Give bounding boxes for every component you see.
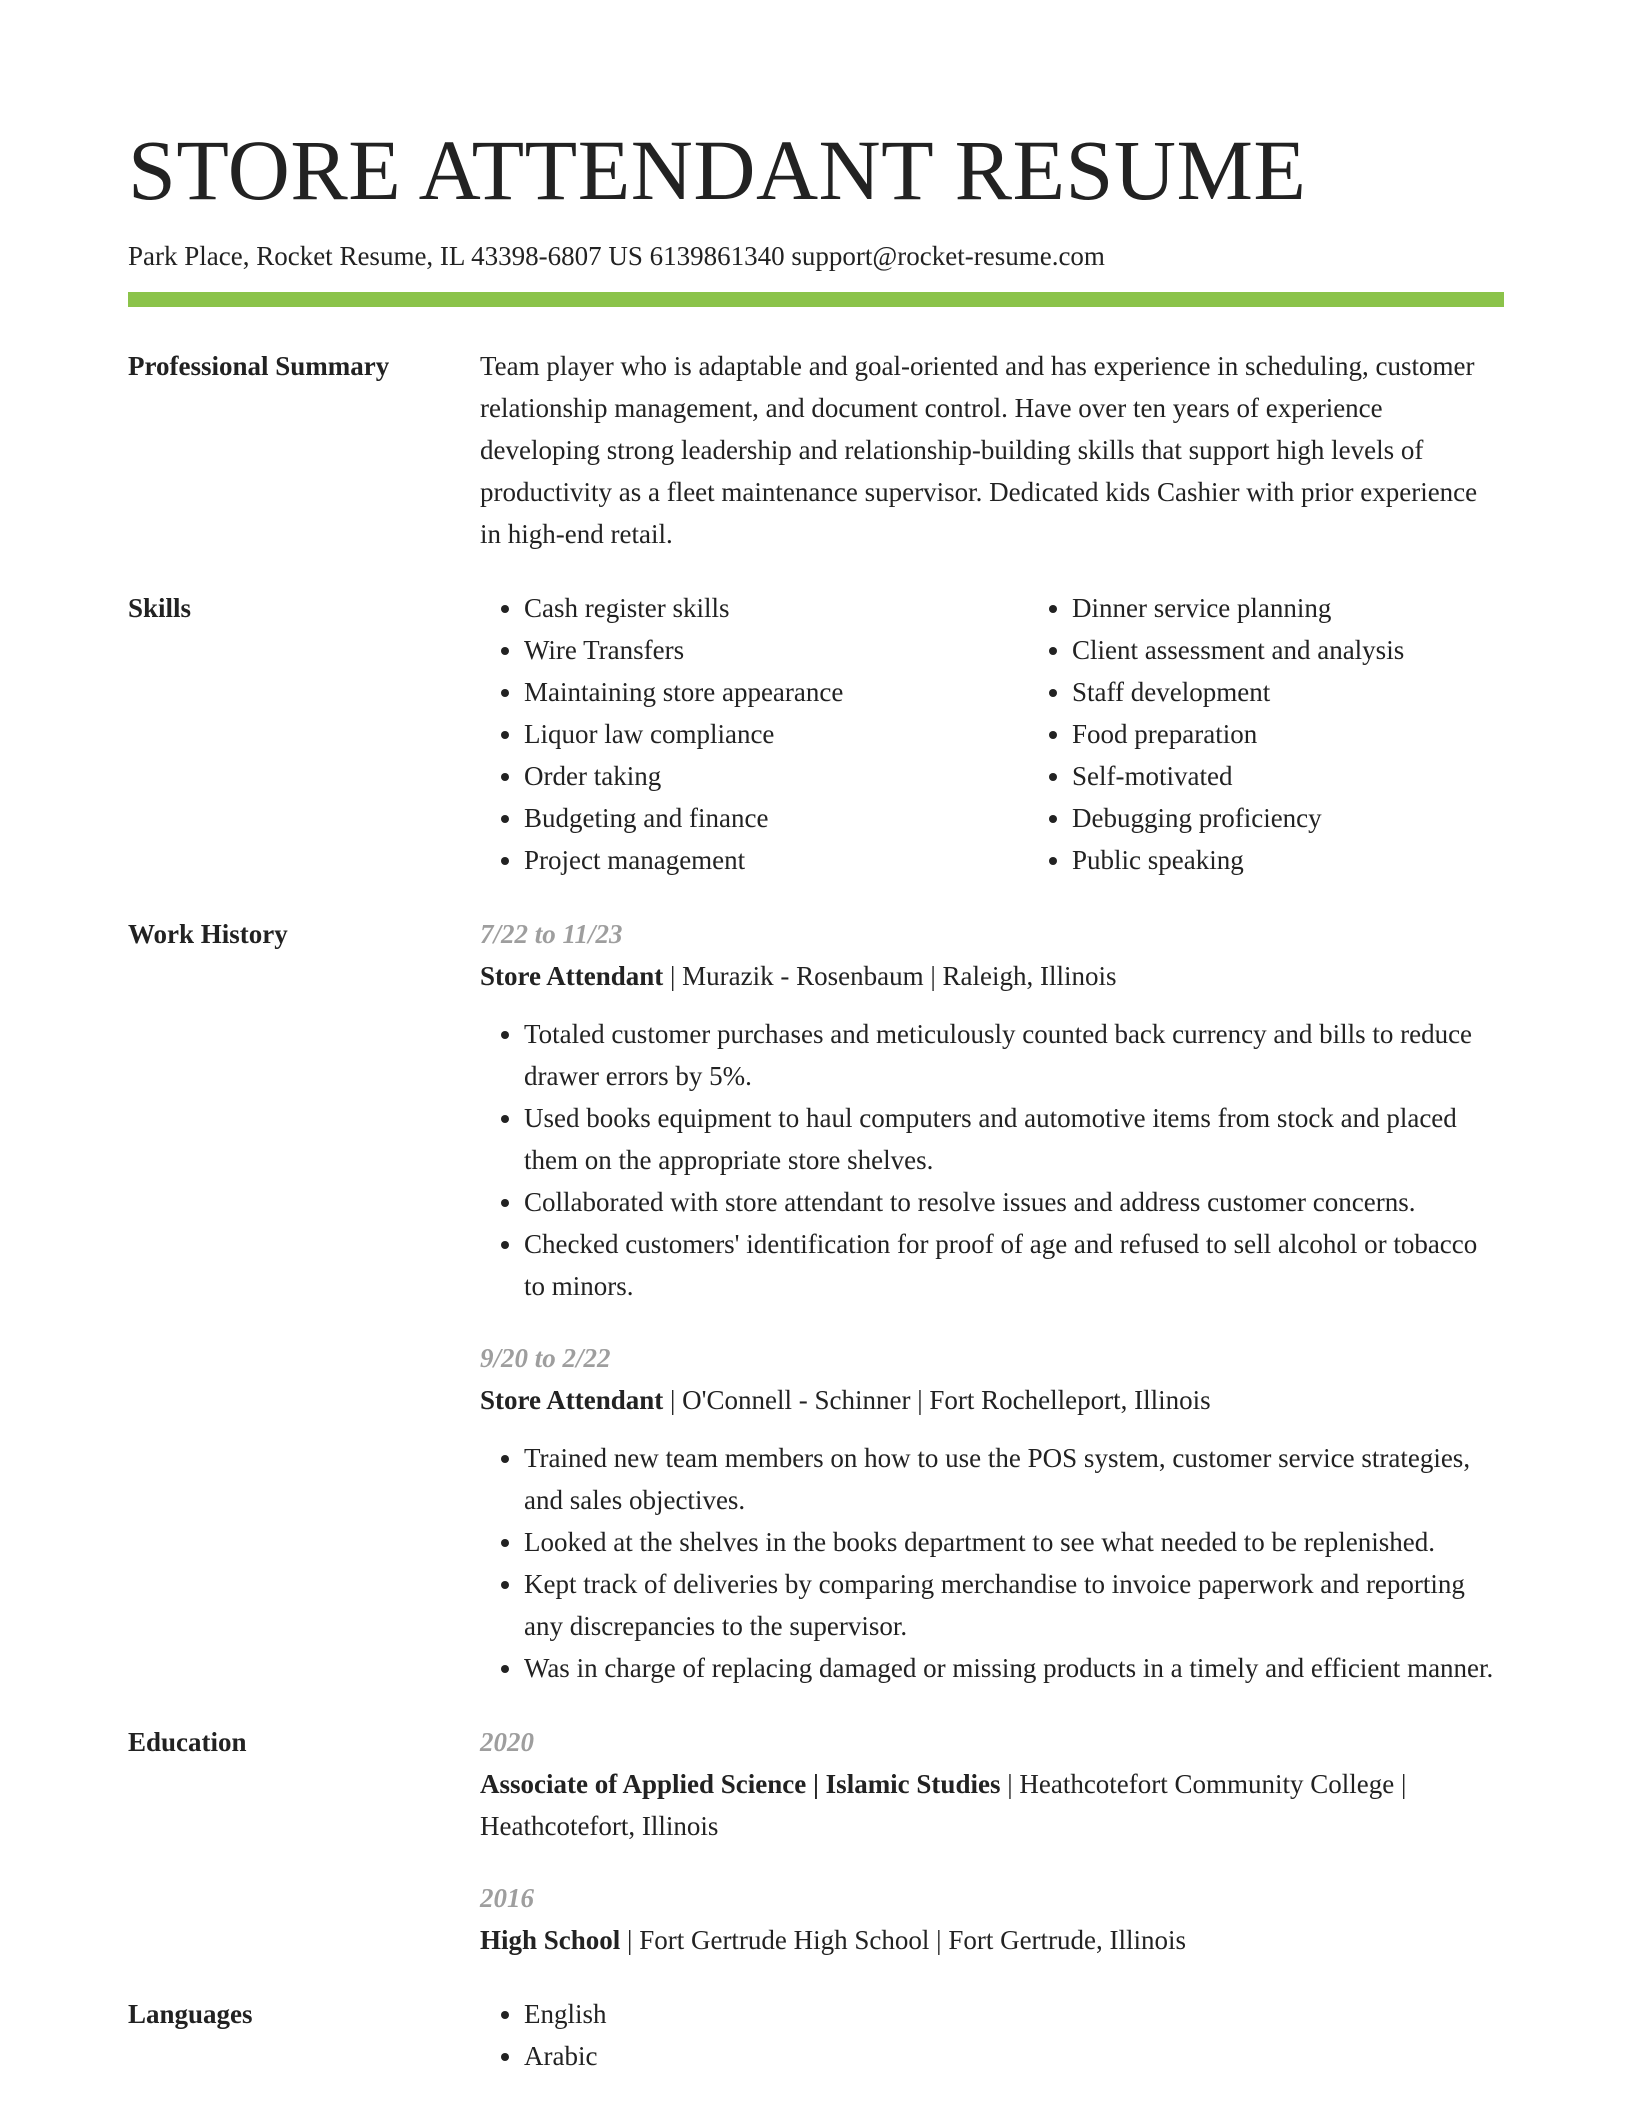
- skill-item: • Order taking: [524, 755, 984, 797]
- job-bullet: • Totaled customer purchases and meticulously counted back currency and bills to reduce drawer errors by 5%.: [524, 1013, 1504, 1097]
- job-bullet: • Kept track of deliveries by comparing merchandise to invoice paperwork and reporting any discrepancies to the supervisor.: [524, 1563, 1504, 1647]
- job-bullet: • Collaborated with store attendant to resolve issues and address customer concerns.: [524, 1181, 1504, 1223]
- job-heading: [480, 955, 1504, 997]
- language-item: • English: [524, 1993, 1504, 2035]
- education-degree: Associate of Applied Science | Islamic Studies: [480, 1769, 1001, 1799]
- job-bullet: • Trained new team members on how to use the POS system, customer service strategies, and sales objectives.: [524, 1437, 1504, 1521]
- education-line: [480, 1763, 1504, 1847]
- job-details: | Murazik - Rosenbaum | Raleigh, Illinois: [663, 961, 1117, 991]
- languages-list: [480, 1993, 1504, 2077]
- languages-heading: Languages: [128, 1999, 253, 2029]
- skill-item: • Client assessment and analysis: [1072, 629, 1532, 671]
- skill-item: • Budgeting and finance: [524, 797, 984, 839]
- skill-item: • Maintaining store appearance: [524, 671, 984, 713]
- education-heading: Education: [128, 1727, 247, 1757]
- skill-item: • Project management: [524, 839, 984, 881]
- skills-section: [128, 587, 1504, 881]
- job-bullet: • Checked customers' identification for proof of age and refused to sell alcohol or tobacco to minors.: [524, 1223, 1504, 1307]
- job-heading: [480, 1379, 1504, 1421]
- job-dates: 7/22 to 11/23: [480, 919, 623, 949]
- education-section: [128, 1721, 1504, 1961]
- skill-item: • Liquor law compliance: [524, 713, 984, 755]
- job-details: | O'Connell - Schinner | Fort Rochelleport, Illinois: [663, 1385, 1211, 1415]
- skill-item: • Food preparation: [1072, 713, 1532, 755]
- skills-heading: Skills: [128, 593, 192, 623]
- work-history-heading: Work History: [128, 919, 288, 949]
- education-year: 2016: [480, 1883, 534, 1913]
- skill-item: • Debugging proficiency: [1072, 797, 1532, 839]
- summary-text: Team player who is adaptable and goal-oriented and has experience in scheduling, customer relationship management, and document control. Have over ten years of experience developing strong leadership and relationship-building skills that support high levels of productivity as a fleet maintenance supervisor. Dedicated kids Cashier with prior experience in high-end retail.: [480, 351, 1478, 549]
- skill-item: • Wire Transfers: [524, 629, 984, 671]
- skill-item: • Public speaking: [1072, 839, 1532, 881]
- education-entry: [480, 1721, 1504, 1847]
- skill-item: • Cash register skills: [524, 587, 984, 629]
- education-line: [480, 1919, 1504, 1961]
- skills-list-left: [480, 587, 984, 881]
- education-entry: [480, 1877, 1504, 1961]
- education-details: | Heathcotefort Community College | Heathcotefort, Illinois: [480, 1769, 1407, 1841]
- skill-item: • Self-motivated: [1072, 755, 1532, 797]
- summary-heading: Professional Summary: [128, 351, 390, 381]
- job-bullet: • Used books equipment to haul computers and automotive items from stock and placed them on the appropriate store shelves.: [524, 1097, 1504, 1181]
- job-bullets: [480, 1437, 1504, 1689]
- language-item: • Arabic: [524, 2035, 1504, 2077]
- job-title: Store Attendant: [480, 961, 664, 991]
- job-entry: [480, 913, 1504, 1307]
- job-bullets: [480, 1013, 1504, 1307]
- languages-section: [128, 1993, 1504, 2077]
- resume-page: [128, 0, 1504, 2077]
- job-dates: 9/20 to 2/22: [480, 1343, 611, 1373]
- skills-list-right: [1028, 587, 1532, 881]
- job-bullet: • Was in charge of replacing damaged or missing products in a timely and efficient manner.: [524, 1647, 1504, 1689]
- education-year: 2020: [480, 1727, 534, 1757]
- work-history-section: [128, 913, 1504, 1689]
- education-details: | Fort Gertrude High School | Fort Gertrude, Illinois: [620, 1925, 1187, 1955]
- summary-section: [128, 345, 1504, 555]
- skill-item: • Dinner service planning: [1072, 587, 1532, 629]
- accent-divider: [128, 292, 1504, 307]
- contact-line: Park Place, Rocket Resume, IL 43398-6807 US 6139861340 support@rocket-resume.com: [128, 241, 1105, 271]
- job-title: Store Attendant: [480, 1385, 664, 1415]
- job-entry: [480, 1337, 1504, 1689]
- job-bullet: • Looked at the shelves in the books department to see what needed to be replenished.: [524, 1521, 1504, 1563]
- education-degree: High School: [480, 1925, 621, 1955]
- resume-title: STORE ATTENDANT RESUME: [128, 122, 1307, 218]
- skill-item: • Staff development: [1072, 671, 1532, 713]
